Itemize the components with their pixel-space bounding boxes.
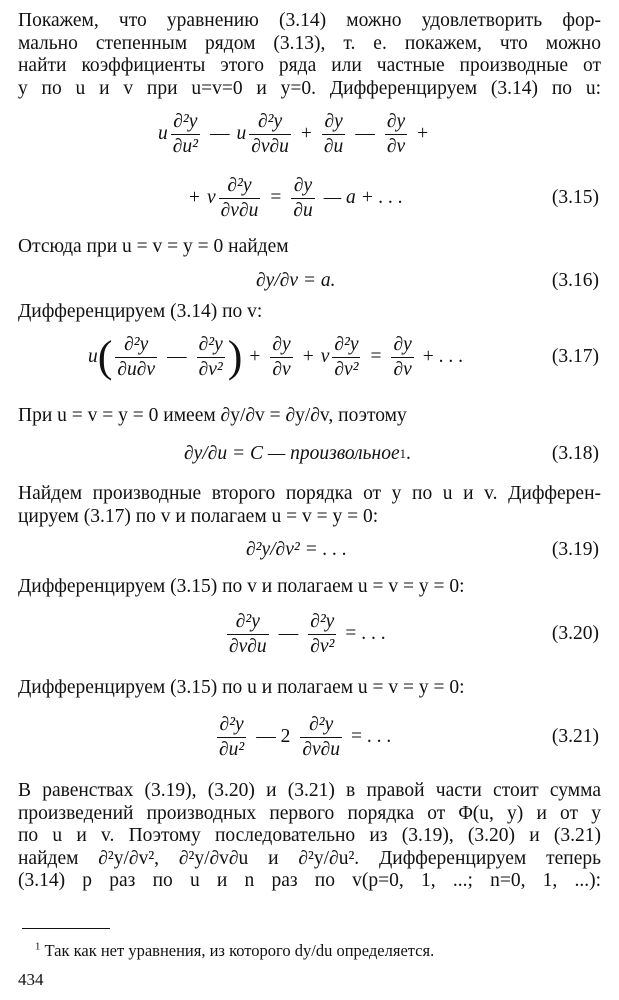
fraction — [115, 334, 157, 381]
denominator: ∂u — [323, 135, 344, 157]
numerator: ∂²y — [124, 333, 149, 355]
equation-3-15-line2 — [0, 168, 619, 228]
denominator: ∂v — [272, 358, 291, 380]
text-line: найдем ∂²y/∂v², ∂²y/∂v∂u и ∂²y/∂u². Дифференцируем теперь — [18, 847, 601, 869]
eq-body: ∂y/∂v = a. — [256, 270, 336, 291]
equation-number: (3.20) — [551, 623, 599, 644]
fraction — [332, 334, 360, 381]
fraction — [219, 175, 261, 222]
eq-var: u — [158, 123, 168, 144]
eq-tail: — a + . . . — [323, 187, 403, 208]
fraction — [300, 714, 342, 761]
eq-var: u — [88, 346, 98, 367]
denominator: ∂u — [293, 199, 313, 221]
operator: + — [300, 123, 312, 144]
fraction — [249, 111, 291, 158]
text-line: найти коэффициенты этого ряда или частные производные от — [18, 55, 601, 76]
page-number: 434 — [18, 970, 44, 989]
equation-number: (3.16) — [551, 270, 599, 291]
eq-body: ∂²y/∂v² = . . . — [246, 539, 347, 560]
text-line: Отсюда при u = v = y = 0 найдем — [18, 236, 289, 257]
denominator: ∂u∂v — [117, 358, 156, 380]
fraction — [270, 334, 292, 381]
numerator: ∂y — [324, 110, 343, 132]
denominator: ∂v∂u — [229, 635, 267, 657]
operator: + — [249, 346, 261, 367]
numerator: ∂²y — [235, 610, 260, 632]
eq-body: ∂y/∂u = C — произвольное — [184, 443, 400, 464]
text-line: Покажем, что уравнению (3.14) можно удовлетворить фор- — [18, 10, 601, 31]
fraction — [391, 334, 413, 381]
operator: = — [370, 346, 382, 367]
operator: + — [417, 123, 429, 144]
fraction — [385, 111, 407, 158]
denominator: ∂v — [393, 358, 412, 380]
operator: + — [302, 346, 314, 367]
footnote-mark: 1 — [35, 940, 41, 953]
numerator: ∂y — [272, 333, 291, 355]
fraction — [308, 611, 336, 658]
operator: — — [167, 346, 187, 367]
text-line: Дифференцируем (3.15) по v и полагаем u = v = y = 0: — [18, 576, 465, 597]
equation-3-17 — [0, 327, 619, 387]
numerator: ∂y — [386, 110, 406, 132]
operator: — — [355, 123, 375, 144]
equation-number: (3.19) — [551, 539, 599, 560]
intro-paragraph — [18, 10, 601, 100]
denominator: ∂v² — [334, 358, 359, 380]
text-line: Найдем производные второго порядка от y по u и v. Дифферен- — [18, 483, 601, 504]
text-line: цируем (3.17) по v и полагаем u = v = y = 0: — [18, 505, 379, 527]
equation-number: (3.18) — [551, 443, 599, 464]
fraction — [171, 111, 200, 158]
equation-3-20 — [0, 604, 619, 664]
denominator: ∂v∂u — [220, 199, 259, 221]
text-line: y по u и v при u=v=0 и y=0. Дифференцируем (3.14) по u: — [18, 77, 601, 99]
footnote-text: Так как нет уравнения, из которого dy/du определяется. — [44, 941, 435, 960]
operator: — — [278, 623, 299, 644]
denominator: ∂v — [386, 135, 406, 157]
denominator: ∂v∂u — [251, 135, 289, 157]
eq-tail: = . . . — [345, 623, 386, 644]
operator: + — [189, 187, 200, 208]
text-line: произведений производных первого порядка от Φ(u, y) и от y — [18, 802, 601, 824]
equation-3-18: ∂y/∂u = C — произвольное 1 . (3.18) — [184, 443, 599, 464]
operator: — — [209, 123, 230, 144]
numerator: ∂²y — [227, 174, 252, 196]
equation-number: (3.15) — [551, 187, 599, 208]
text-line: мально степенным рядом (3.13), т. е. покажем, что можно — [18, 32, 601, 54]
eq-var: v — [207, 187, 216, 208]
text-line: В равенствах (3.19), (3.20) и (3.21) в правой части стоит сумма — [18, 780, 601, 801]
numerator: ∂²y — [198, 333, 223, 355]
right-paren: ) — [227, 332, 243, 381]
numerator: ∂²y — [334, 333, 359, 355]
eq-var: u — [236, 123, 247, 144]
eq-tail: = . . . — [351, 726, 392, 747]
numerator: ∂y — [293, 174, 313, 196]
fraction — [197, 334, 225, 381]
fraction — [291, 175, 314, 222]
numerator: ∂²y — [309, 713, 334, 735]
eq-end: . — [405, 443, 411, 464]
numerator: ∂²y — [310, 610, 335, 632]
operator: = — [270, 187, 282, 208]
eq-var: v — [320, 346, 330, 367]
footnote — [35, 941, 434, 961]
fraction — [217, 714, 246, 761]
text-line: Дифференцируем (3.14) по v: — [18, 301, 263, 322]
equation-3-15-line1 — [0, 104, 619, 164]
text-line: (3.14) p раз по u и n раз по v(p=0, 1, ...; n=0, 1, ...): — [18, 870, 601, 891]
denominator: ∂v² — [198, 358, 223, 380]
denominator: ∂v² — [310, 635, 335, 657]
equation-number: (3.21) — [551, 726, 599, 747]
text-line: При u = v = y = 0 имеем ∂y/∂v = ∂y/∂v, поэтому — [18, 405, 407, 426]
operator: — 2 — [256, 726, 291, 747]
equation-3-19 — [0, 530, 619, 570]
numerator: ∂²y — [219, 713, 244, 735]
denominator: ∂u² — [219, 738, 245, 760]
fraction — [227, 611, 269, 658]
footnote-rule — [22, 928, 110, 929]
left-paren: ( — [97, 332, 113, 381]
equation-3-16 — [0, 261, 619, 301]
fraction — [322, 111, 345, 158]
paragraph — [18, 483, 601, 528]
equation-number: (3.17) — [551, 346, 599, 367]
denominator: ∂u² — [172, 135, 198, 157]
eq-tail: + . . . — [422, 346, 464, 367]
text-line: Дифференцируем (3.15) по u и полагаем u = v = y = 0: — [18, 677, 465, 698]
numerator: ∂²y — [258, 110, 283, 132]
equation-3-21 — [0, 707, 619, 767]
numerator: ∂y — [393, 333, 412, 355]
text-line: по u и v. Поэтому последовательно из (3.19), (3.20) и (3.21) — [18, 825, 601, 846]
paragraph — [18, 780, 601, 893]
denominator: ∂v∂u — [302, 738, 341, 760]
numerator: ∂²y — [173, 110, 198, 132]
